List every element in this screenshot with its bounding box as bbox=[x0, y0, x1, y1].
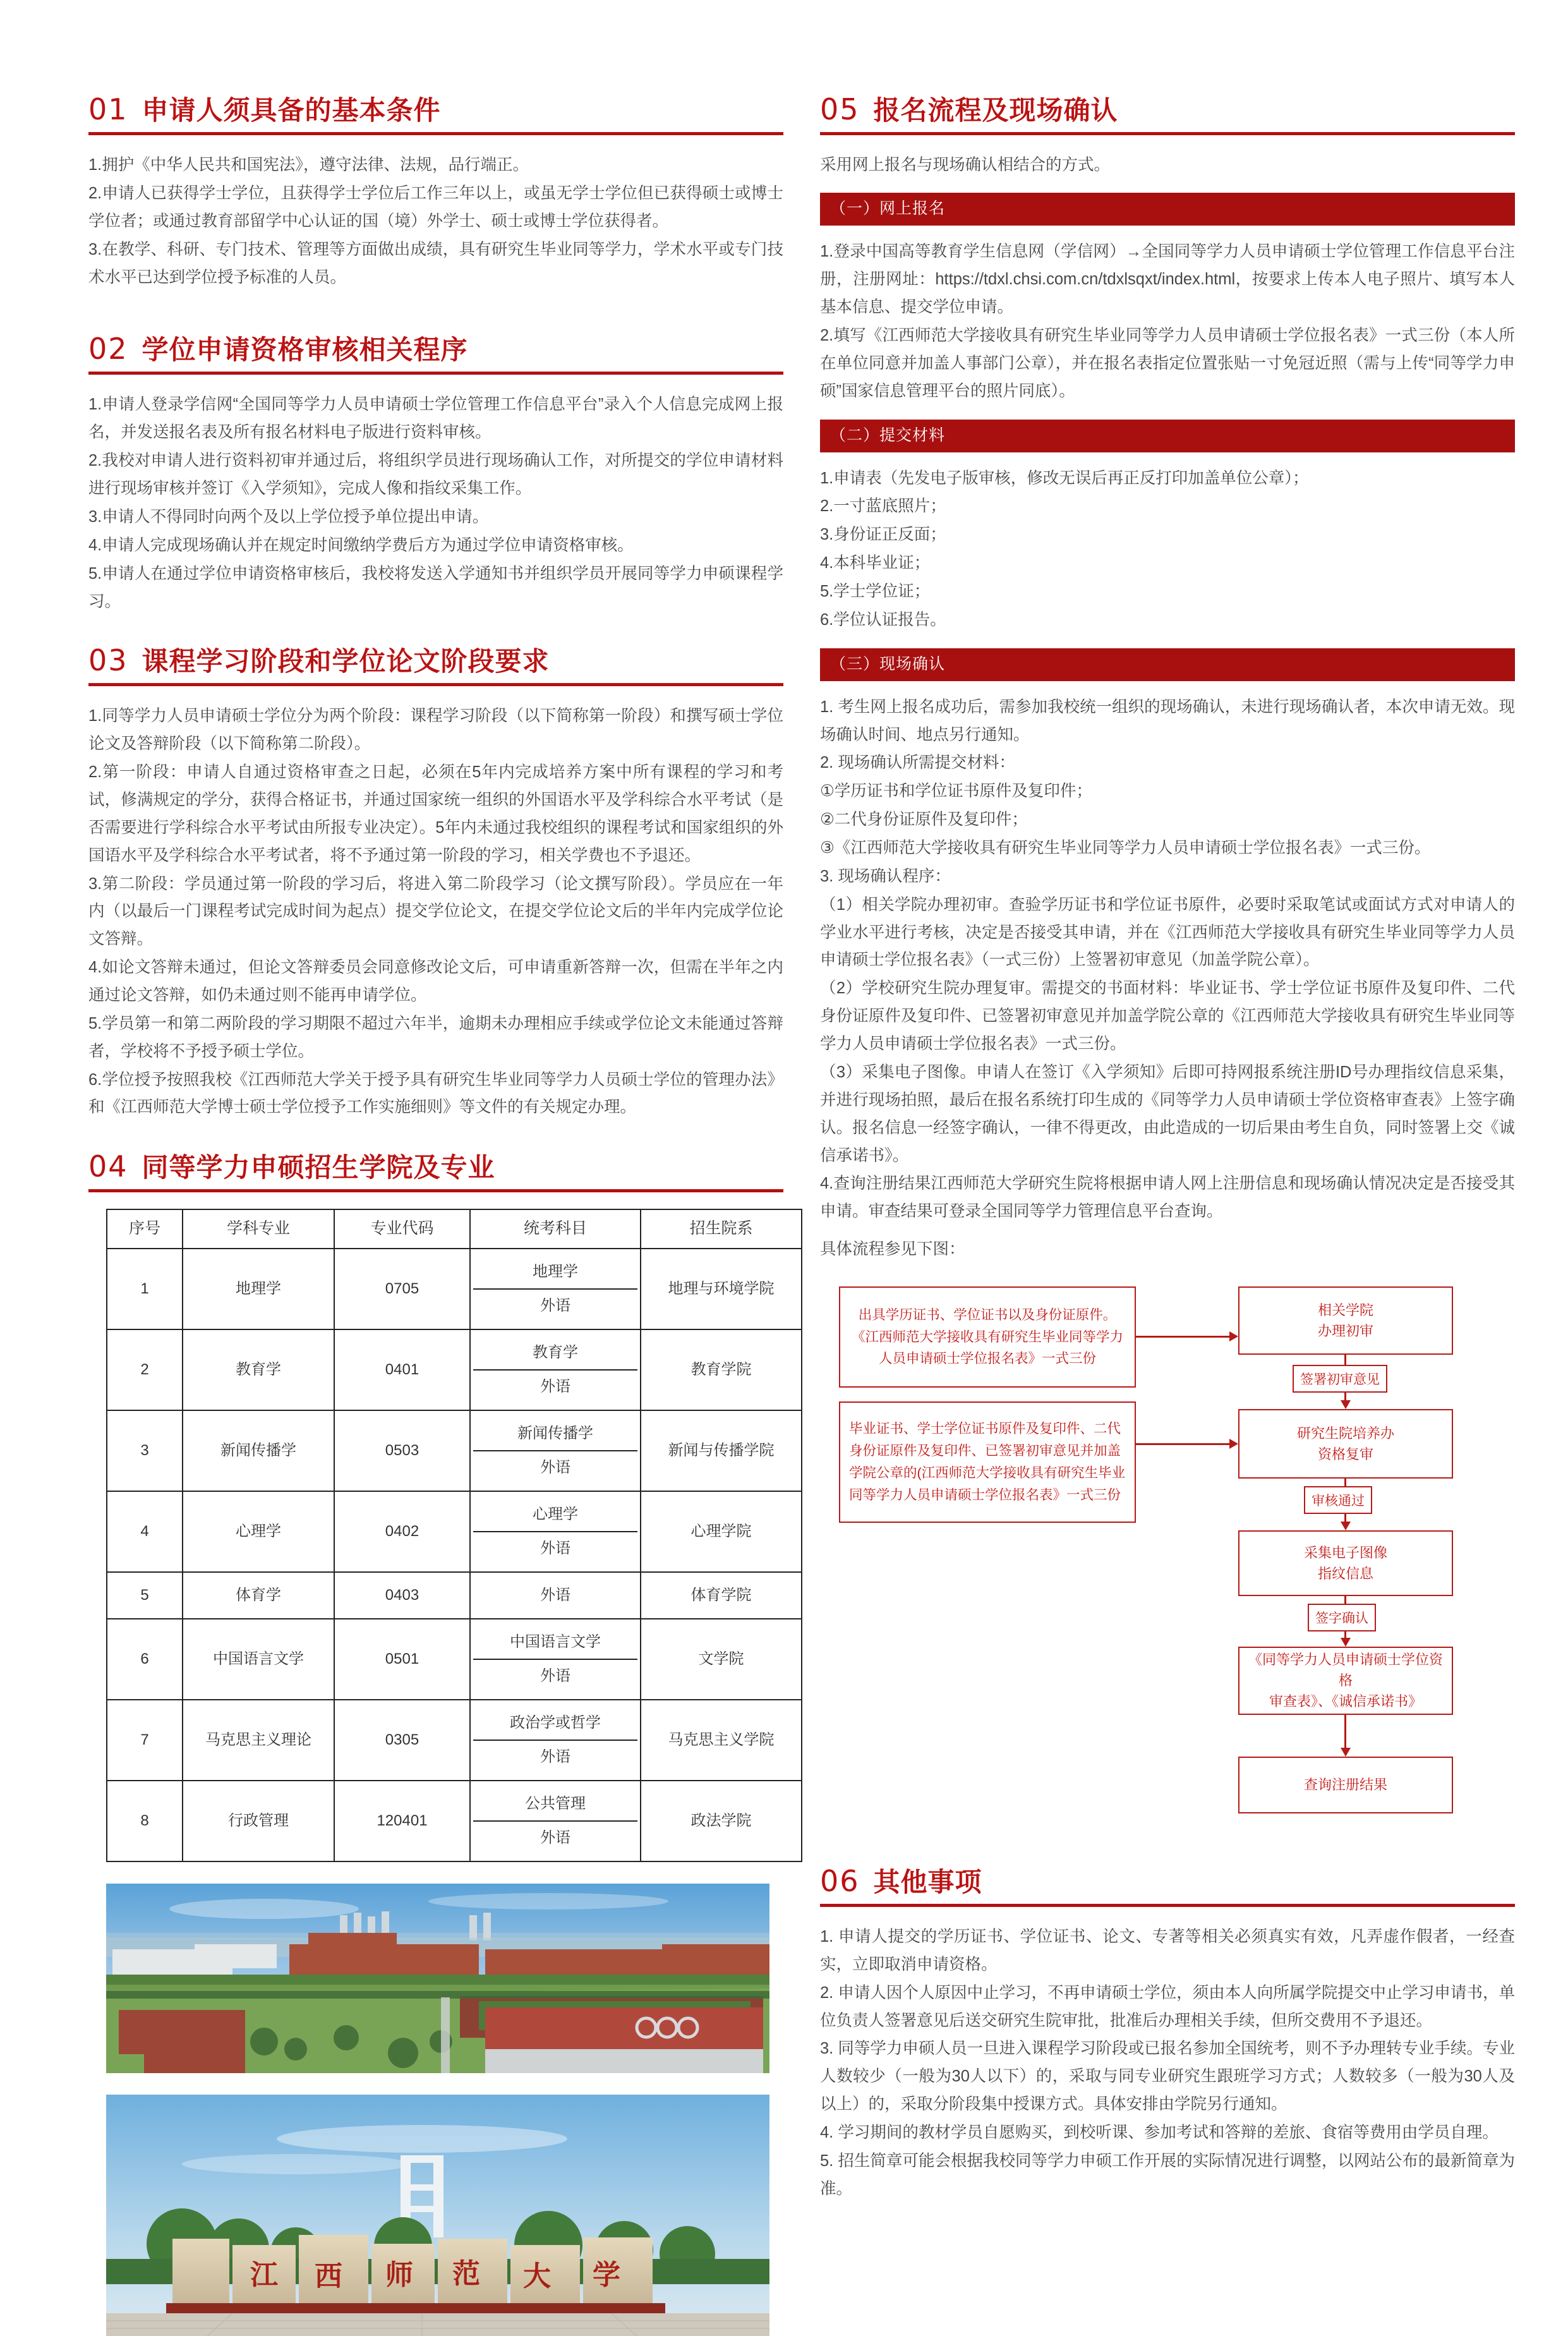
flow-connector bbox=[1136, 1336, 1231, 1338]
section-01-body bbox=[88, 152, 783, 291]
paragraph: 4. 学习期间的教材学员自愿购买，到校听课、参加考试和答辩的差旅、食宿等费用由学员自理。 bbox=[820, 2124, 1499, 2142]
cell-no: 1 bbox=[107, 1249, 183, 1329]
paragraph: 2.申请人已获得学士学位，且获得学士学位后工作三年以上，或虽无学士学位但已获得硕士或博士学位者；或通过教育部留学中心认证的国（境）外学士、硕士或博士学位获得者。 bbox=[88, 184, 783, 230]
table-header-row bbox=[107, 1209, 802, 1248]
cell-major: 教育学 bbox=[183, 1329, 334, 1410]
flow-node-left-1: 出具学历证书、学位证书以及身份证原件。《江西师范大学接收具有研究生毕业同等学力人员申请硕士学位报名表》一式三份 bbox=[839, 1286, 1136, 1388]
paragraph: 2. 申请人因个人原因中止学习，不再申请硕士学位，须由本人向所属学院提交中止学习申请书，单位负责人签署意见后送交研究生院审批，批准后办理相关手续，但所交费用不予退还。 bbox=[820, 1983, 1515, 2030]
flow-node-line: 相关学院 bbox=[1317, 1302, 1373, 1318]
subject-item: 中国语言文学 bbox=[473, 1626, 637, 1660]
subject-item: 外语 bbox=[540, 1458, 570, 1476]
majors-table bbox=[106, 1209, 802, 1861]
cell-no: 8 bbox=[107, 1781, 183, 1861]
flow-node-college-initial-review bbox=[1238, 1286, 1453, 1355]
paragraph: 3.第二阶段：学员通过第一阶段的学习后，将进入第二阶段学习（论文撰写阶段）。学员应在一年内（以最后一门课程考试完成时间为起点）提交学位论文，在提交学位论文后的半年内完成学位论文答辩。 bbox=[88, 874, 783, 948]
subject-item: 外语 bbox=[540, 1297, 570, 1314]
cell-code: 0403 bbox=[334, 1572, 470, 1619]
cell-no: 5 bbox=[107, 1572, 183, 1619]
paragraph: 3.在教学、科研、专门技术、管理等方面做出成绩，具有研究生毕业同等学力，学术水平或专门技术水平已达到学位授予标准的人员。 bbox=[88, 240, 783, 286]
cell-dept: 体育学院 bbox=[641, 1572, 802, 1619]
flow-node-line: 资格复审 bbox=[1317, 1446, 1373, 1462]
subsection-online-registration-body bbox=[820, 238, 1515, 405]
flow-arrow-down-icon bbox=[1341, 1748, 1351, 1757]
paragraph: （1）相关学院办理初审。查验学历证书和学位证书原件，必要时采取笔试或面试方式对申请人的学业水平进行考核，决定是否接受其申请，并在《江西师范大学接收具有研究生毕业同等学力人员申请硕士学位报名表》（一式三份）上签署初审意见（加盖学院公章）。 bbox=[820, 895, 1515, 969]
registration-flowchart bbox=[820, 1280, 1515, 1849]
section-01-number: 01 bbox=[88, 92, 128, 126]
paragraph: ②二代身份证原件及复印件； bbox=[820, 811, 1028, 829]
cell-no: 2 bbox=[107, 1329, 183, 1410]
col-header-subject: 统考科目 bbox=[470, 1209, 641, 1248]
cell-subjects bbox=[470, 1491, 641, 1572]
cell-no: 6 bbox=[107, 1619, 183, 1700]
paragraph: 4.如论文答辩未通过，但论文答辩委员会同意修改论文后，可申请重新答辩一次，但需在半年之内通过论文答辩，如仍未通过则不能再申请学位。 bbox=[88, 959, 783, 1005]
subject-item: 外语 bbox=[540, 1829, 570, 1846]
paragraph: ③《江西师范大学接收具有研究生毕业同等学力人员申请硕士学位报名表》一式三份。 bbox=[820, 839, 1431, 857]
cell-dept: 地理与环境学院 bbox=[641, 1249, 802, 1329]
section-04-heading bbox=[88, 1149, 783, 1192]
campus-gate-stone-photo bbox=[106, 2095, 769, 2336]
cell-major: 马克思主义理论 bbox=[183, 1700, 334, 1781]
paragraph: 2.一寸蓝底照片； bbox=[820, 497, 946, 516]
cell-subjects bbox=[470, 1619, 641, 1700]
col-header-dept: 招生院系 bbox=[641, 1209, 802, 1248]
flow-node-qualification-form bbox=[1238, 1647, 1453, 1715]
table-row bbox=[107, 1781, 802, 1861]
left-column bbox=[88, 92, 783, 2336]
paragraph: 5.申请人在通过学位申请资格审核后，我校将发送入学通知书并组织学员开展同等学力申硕课程学习。 bbox=[88, 564, 783, 610]
subject-item: 政治学或哲学 bbox=[473, 1707, 637, 1741]
cell-major: 地理学 bbox=[183, 1249, 334, 1329]
cell-subjects bbox=[470, 1781, 641, 1861]
flow-connector bbox=[1136, 1443, 1231, 1445]
subsection-bar-online-registration: （一）网上报名 bbox=[820, 193, 1515, 226]
subject-item: 外语 bbox=[540, 1748, 570, 1765]
cell-code: 0401 bbox=[334, 1329, 470, 1410]
flow-label-signature-confirm: 签字确认 bbox=[1308, 1604, 1376, 1631]
subsection-submit-materials-body bbox=[820, 465, 1515, 634]
svg-text:学: 学 bbox=[593, 2258, 620, 2291]
flow-node-query-registration-result: 查询注册结果 bbox=[1238, 1757, 1453, 1813]
section-01-rule bbox=[88, 132, 783, 135]
cell-major: 行政管理 bbox=[183, 1781, 334, 1861]
flowchart-caption: 具体流程参见下图： bbox=[820, 1240, 965, 1259]
subsection-bar-onsite-confirmation: （三）现场确认 bbox=[820, 648, 1515, 681]
cell-dept: 新闻与传播学院 bbox=[641, 1410, 802, 1491]
flow-arrow-down-icon bbox=[1341, 1638, 1351, 1647]
section-03-number: 03 bbox=[88, 643, 128, 678]
table-row bbox=[107, 1491, 802, 1572]
section-05-heading bbox=[820, 92, 1515, 135]
table-row bbox=[107, 1410, 802, 1491]
flow-arrow-right-icon bbox=[1229, 1331, 1238, 1341]
cell-dept: 马克思主义学院 bbox=[641, 1700, 802, 1781]
cell-code: 120401 bbox=[334, 1781, 470, 1861]
flow-node-line: 研究生院培养办 bbox=[1296, 1425, 1394, 1441]
flow-arrow-right-icon bbox=[1229, 1439, 1238, 1449]
section-06-body bbox=[820, 1923, 1515, 2203]
cell-code: 0503 bbox=[334, 1410, 470, 1491]
subject-item: 心理学 bbox=[473, 1498, 637, 1532]
section-03-title: 课程学习阶段和学位论文阶段要求 bbox=[142, 646, 550, 677]
paragraph: 1.拥护《中华人民共和国宪法》，遵守法律、法规，品行端正。 bbox=[88, 156, 529, 174]
section-01-title: 申请人须具备的基本条件 bbox=[142, 95, 441, 125]
flow-label-review-passed: 审核通过 bbox=[1304, 1486, 1372, 1514]
paragraph: 1. 申请人提交的学历证书、学位证书、论文、专著等相关必须真实有效，凡弄虚作假者，一经查实，立即取消申请资格。 bbox=[820, 1928, 1515, 1973]
section-01-heading bbox=[88, 92, 783, 135]
paragraph: 3. 现场确认程序： bbox=[820, 867, 951, 885]
paragraph: 2.第一阶段：申请人自通过资格审查之日起，必须在5年内完成培养方案中所有课程的学习和考试，修满规定的学分，获得合格证书，并通过国家统一组织的外国语水平及学科综合水平考试（是否需要进行学科综合水平考试由所报专业决定）。5年内未通过我校组织的课程考试和国家组织的外国语水平及学科综合水平考试者，将不予通过第一阶段的学习，相关学费也不予退还。 bbox=[88, 763, 783, 864]
paragraph: ①学历证书和学位证书原件及复印件； bbox=[820, 782, 1092, 801]
paragraph: （2）学校研究生院办理复审。需提交的书面材料：毕业证书、学士学位证书原件及复印件、二代身份证原件及复印件、已签署初审意见并加盖学院公章的《江西师范大学接收具有研究生毕业同等学力人员申请硕士学位报名表》一式三份。 bbox=[820, 979, 1515, 1053]
section-05-title: 报名流程及现场确认 bbox=[873, 95, 1118, 125]
paragraph: 5.学员第一和第二两阶段的学习期限不超过六年半，逾期未办理相应手续或学位论文未能通过答辩者，学校将不予授予硕士学位。 bbox=[88, 1014, 783, 1060]
section-02-title: 学位申请资格审核相关程序 bbox=[142, 335, 468, 365]
paragraph: 4.查询注册结果江西师范大学研究生院将根据申请人网上注册信息和现场确认情况决定是否接受其申请。审查结果可登录全国同等学力管理信息平台查询。 bbox=[820, 1175, 1515, 1221]
section-05-lead: 采用网上报名与现场确认相结合的方式。 bbox=[820, 156, 1111, 174]
paragraph: 1.登录中国高等教育学生信息网（学信网）→全国同等学力人员申请硕士学位管理工作信息平台注册，注册网址：https://tdxl.chsi.com.cn/tdxlsqxt/index.html，按要求上传本人电子照片、填写本人基本信息、提交学位申请。 bbox=[820, 243, 1515, 317]
svg-text:江: 江 bbox=[250, 2258, 278, 2291]
subject-item: 外语 bbox=[540, 1539, 570, 1557]
paragraph: 6.学位认证报告。 bbox=[820, 610, 946, 629]
paragraph: 3.申请人不得同时向两个及以上学位授予单位提出申请。 bbox=[88, 507, 489, 526]
right-column bbox=[820, 92, 1515, 2336]
cell-code: 0705 bbox=[334, 1249, 470, 1329]
subject-item: 教育学 bbox=[473, 1336, 637, 1371]
cell-no: 7 bbox=[107, 1700, 183, 1781]
svg-text:西: 西 bbox=[315, 2260, 342, 2292]
flow-node-grad-school-requalification bbox=[1238, 1409, 1453, 1479]
paragraph: 1.同等学力人员申请硕士学位分为两个阶段：课程学习阶段（以下简称第一阶段）和撰写硕士学位论文及答辩阶段（以下简称第二阶段）。 bbox=[88, 707, 783, 753]
cell-subjects bbox=[470, 1572, 641, 1619]
col-header-major: 学科专业 bbox=[183, 1209, 334, 1248]
paragraph: 5.学士学位证； bbox=[820, 583, 931, 601]
subject-item: 外语 bbox=[540, 1667, 570, 1685]
cell-code: 0305 bbox=[334, 1700, 470, 1781]
section-03-body bbox=[88, 703, 783, 1122]
section-04-number: 04 bbox=[88, 1149, 128, 1184]
table-row bbox=[107, 1619, 802, 1700]
section-06-title: 其他事项 bbox=[873, 1867, 982, 1897]
paragraph: 1.申请人登录学信网“全国同等学力人员申请硕士学位管理工作信息平台”录入个人信息完成网上报名，并发送报名表及所有报名材料电子版进行资料审核。 bbox=[88, 396, 783, 442]
cell-subjects bbox=[470, 1700, 641, 1781]
table-row bbox=[107, 1329, 802, 1410]
paragraph: 4.申请人完成现场确认并在规定时间缴纳学费后方为通过学位申请资格审核。 bbox=[88, 536, 634, 554]
svg-text:大: 大 bbox=[523, 2260, 551, 2292]
svg-text:范: 范 bbox=[452, 2257, 480, 2290]
col-header-code: 专业代码 bbox=[334, 1209, 470, 1248]
cell-major: 心理学 bbox=[183, 1491, 334, 1572]
section-06-rule bbox=[820, 1904, 1515, 1907]
flow-arrow-down-icon bbox=[1341, 1400, 1351, 1409]
paragraph: （3）采集电子图像。申请人在签订《入学须知》后即可持网报系统注册ID号办理指纹信息采集，并进行现场拍照，最后在报名系统打印生成的《同等学力人员申请硕士学位资格审查表》上签字确认。报名信息一经签字确认，一律不得更改，由此造成的一切后果由考生自负，同时签署上交《诚信承诺书》。 bbox=[820, 1063, 1515, 1165]
paragraph: 3. 同等学力申硕人员一旦进入课程学习阶段或已报名参加全国统考，则不予办理转专业手续。专业人数较少（一般为30人以下）的，采取与同专业研究生跟班学习方式；人数较多（一般为30人及以上）的，采取分阶段集中授课方式。具体安排由学院另行通知。 bbox=[820, 2040, 1515, 2114]
section-04-title: 同等学力申硕招生学院及专业 bbox=[142, 1153, 495, 1183]
subject-item: 外语 bbox=[540, 1377, 570, 1395]
flow-node-line: 采集电子图像 bbox=[1303, 1544, 1387, 1561]
col-header-no: 序号 bbox=[107, 1209, 183, 1248]
section-02-body bbox=[88, 391, 783, 615]
paragraph: 2.我校对申请人进行资料初审并通过后，将组织学员进行现场确认工作，对所提交的学位申请材料进行现场审核并签订《入学须知》，完成人像和指纹采集工作。 bbox=[88, 452, 783, 498]
flow-node-line: 指纹信息 bbox=[1317, 1565, 1373, 1582]
table-row bbox=[107, 1249, 802, 1329]
subsection-bar-submit-materials: （二）提交材料 bbox=[820, 420, 1515, 452]
majors-table-body bbox=[107, 1249, 802, 1861]
flow-node-line: 审查表》、《诚信承诺书》 bbox=[1269, 1693, 1422, 1710]
paragraph: 4.本科毕业证； bbox=[820, 554, 931, 572]
cell-major: 中国语言文学 bbox=[183, 1619, 334, 1700]
cell-no: 3 bbox=[107, 1410, 183, 1491]
campus-aerial-photo bbox=[106, 1884, 769, 2073]
paragraph: 6.学位授予按照我校《江西师范大学关于授予具有研究生毕业同等学力人员硕士学位的管理办法》和《江西师范大学博士硕士学位授予工作实施细则》等文件的有关规定办理。 bbox=[88, 1070, 783, 1117]
section-02-rule bbox=[88, 372, 783, 375]
cell-no: 4 bbox=[107, 1491, 183, 1572]
cell-major: 新闻传播学 bbox=[183, 1410, 334, 1491]
subject-item: 公共管理 bbox=[473, 1788, 637, 1822]
cell-subjects bbox=[470, 1249, 641, 1329]
cell-code: 0402 bbox=[334, 1491, 470, 1572]
section-04-rule bbox=[88, 1189, 783, 1192]
svg-text:师: 师 bbox=[385, 2258, 413, 2291]
table-row bbox=[107, 1700, 802, 1781]
section-03-rule bbox=[88, 683, 783, 686]
flow-arrow-down-icon bbox=[1341, 1522, 1351, 1530]
flow-node-collect-image-fingerprint bbox=[1238, 1530, 1453, 1596]
cell-dept: 文学院 bbox=[641, 1619, 802, 1700]
section-02-number: 02 bbox=[88, 332, 128, 366]
subject-item: 地理学 bbox=[473, 1256, 637, 1290]
paragraph: 1.申请表（先发电子版审核，修改无误后再正反打印加盖单位公章）； bbox=[820, 469, 1309, 487]
cell-subjects bbox=[470, 1329, 641, 1410]
paragraph: 3.身份证正反面； bbox=[820, 526, 946, 544]
cell-dept: 教育学院 bbox=[641, 1329, 802, 1410]
flow-label-sign-initial-opinion: 签署初审意见 bbox=[1293, 1365, 1387, 1393]
section-06-number: 06 bbox=[820, 1863, 860, 1898]
cell-dept: 心理学院 bbox=[641, 1491, 802, 1572]
paragraph: 5. 招生简章可能会根据我校同等学力申硕工作开展的实际情况进行调整，以网站公布的最新简章为准。 bbox=[820, 2151, 1515, 2198]
subject-item: 新闻传播学 bbox=[473, 1417, 637, 1451]
paragraph: 1. 考生网上报名成功后，需参加我校统一组织的现场确认，未进行现场确认者，本次申请无效。现场确认时间、地点另行通知。 bbox=[820, 698, 1515, 744]
table-row bbox=[107, 1572, 802, 1619]
flow-node-line: 办理初审 bbox=[1317, 1322, 1373, 1339]
section-05-rule bbox=[820, 132, 1515, 135]
cell-subjects bbox=[470, 1410, 641, 1491]
section-03-heading bbox=[88, 643, 783, 686]
paragraph: 2. 现场确认所需提交材料： bbox=[820, 754, 1015, 772]
flow-node-line: 《同等学力人员申请硕士学位资格 bbox=[1248, 1652, 1444, 1689]
paragraph: 2.填写《江西师范大学接收具有研究生毕业同等学力人员申请硕士学位报名表》一式三份（本人所在单位同意并加盖人事部门公章），并在报名表指定位置张贴一寸免冠近照（需与上传“同等学力申硕”国家信息管理平台的照片同底）。 bbox=[820, 327, 1515, 400]
cell-major: 体育学 bbox=[183, 1572, 334, 1619]
subsection-onsite-confirmation-body bbox=[820, 694, 1515, 1226]
cell-code: 0501 bbox=[334, 1619, 470, 1700]
section-05-number: 05 bbox=[820, 92, 860, 126]
section-06-heading bbox=[820, 1863, 1515, 1907]
section-02-heading bbox=[88, 334, 783, 375]
flow-node-left-2: 毕业证书、学士学位证书原件及复印件、二代身份证原件及复印件、已签署初审意见并加盖学院公章的(江西师范大学接收具有研究生毕业同等学力人员申请硕士学位报名表》一式三份 bbox=[839, 1401, 1136, 1523]
subject-item: 外语 bbox=[540, 1586, 570, 1604]
cell-dept: 政法学院 bbox=[641, 1781, 802, 1861]
